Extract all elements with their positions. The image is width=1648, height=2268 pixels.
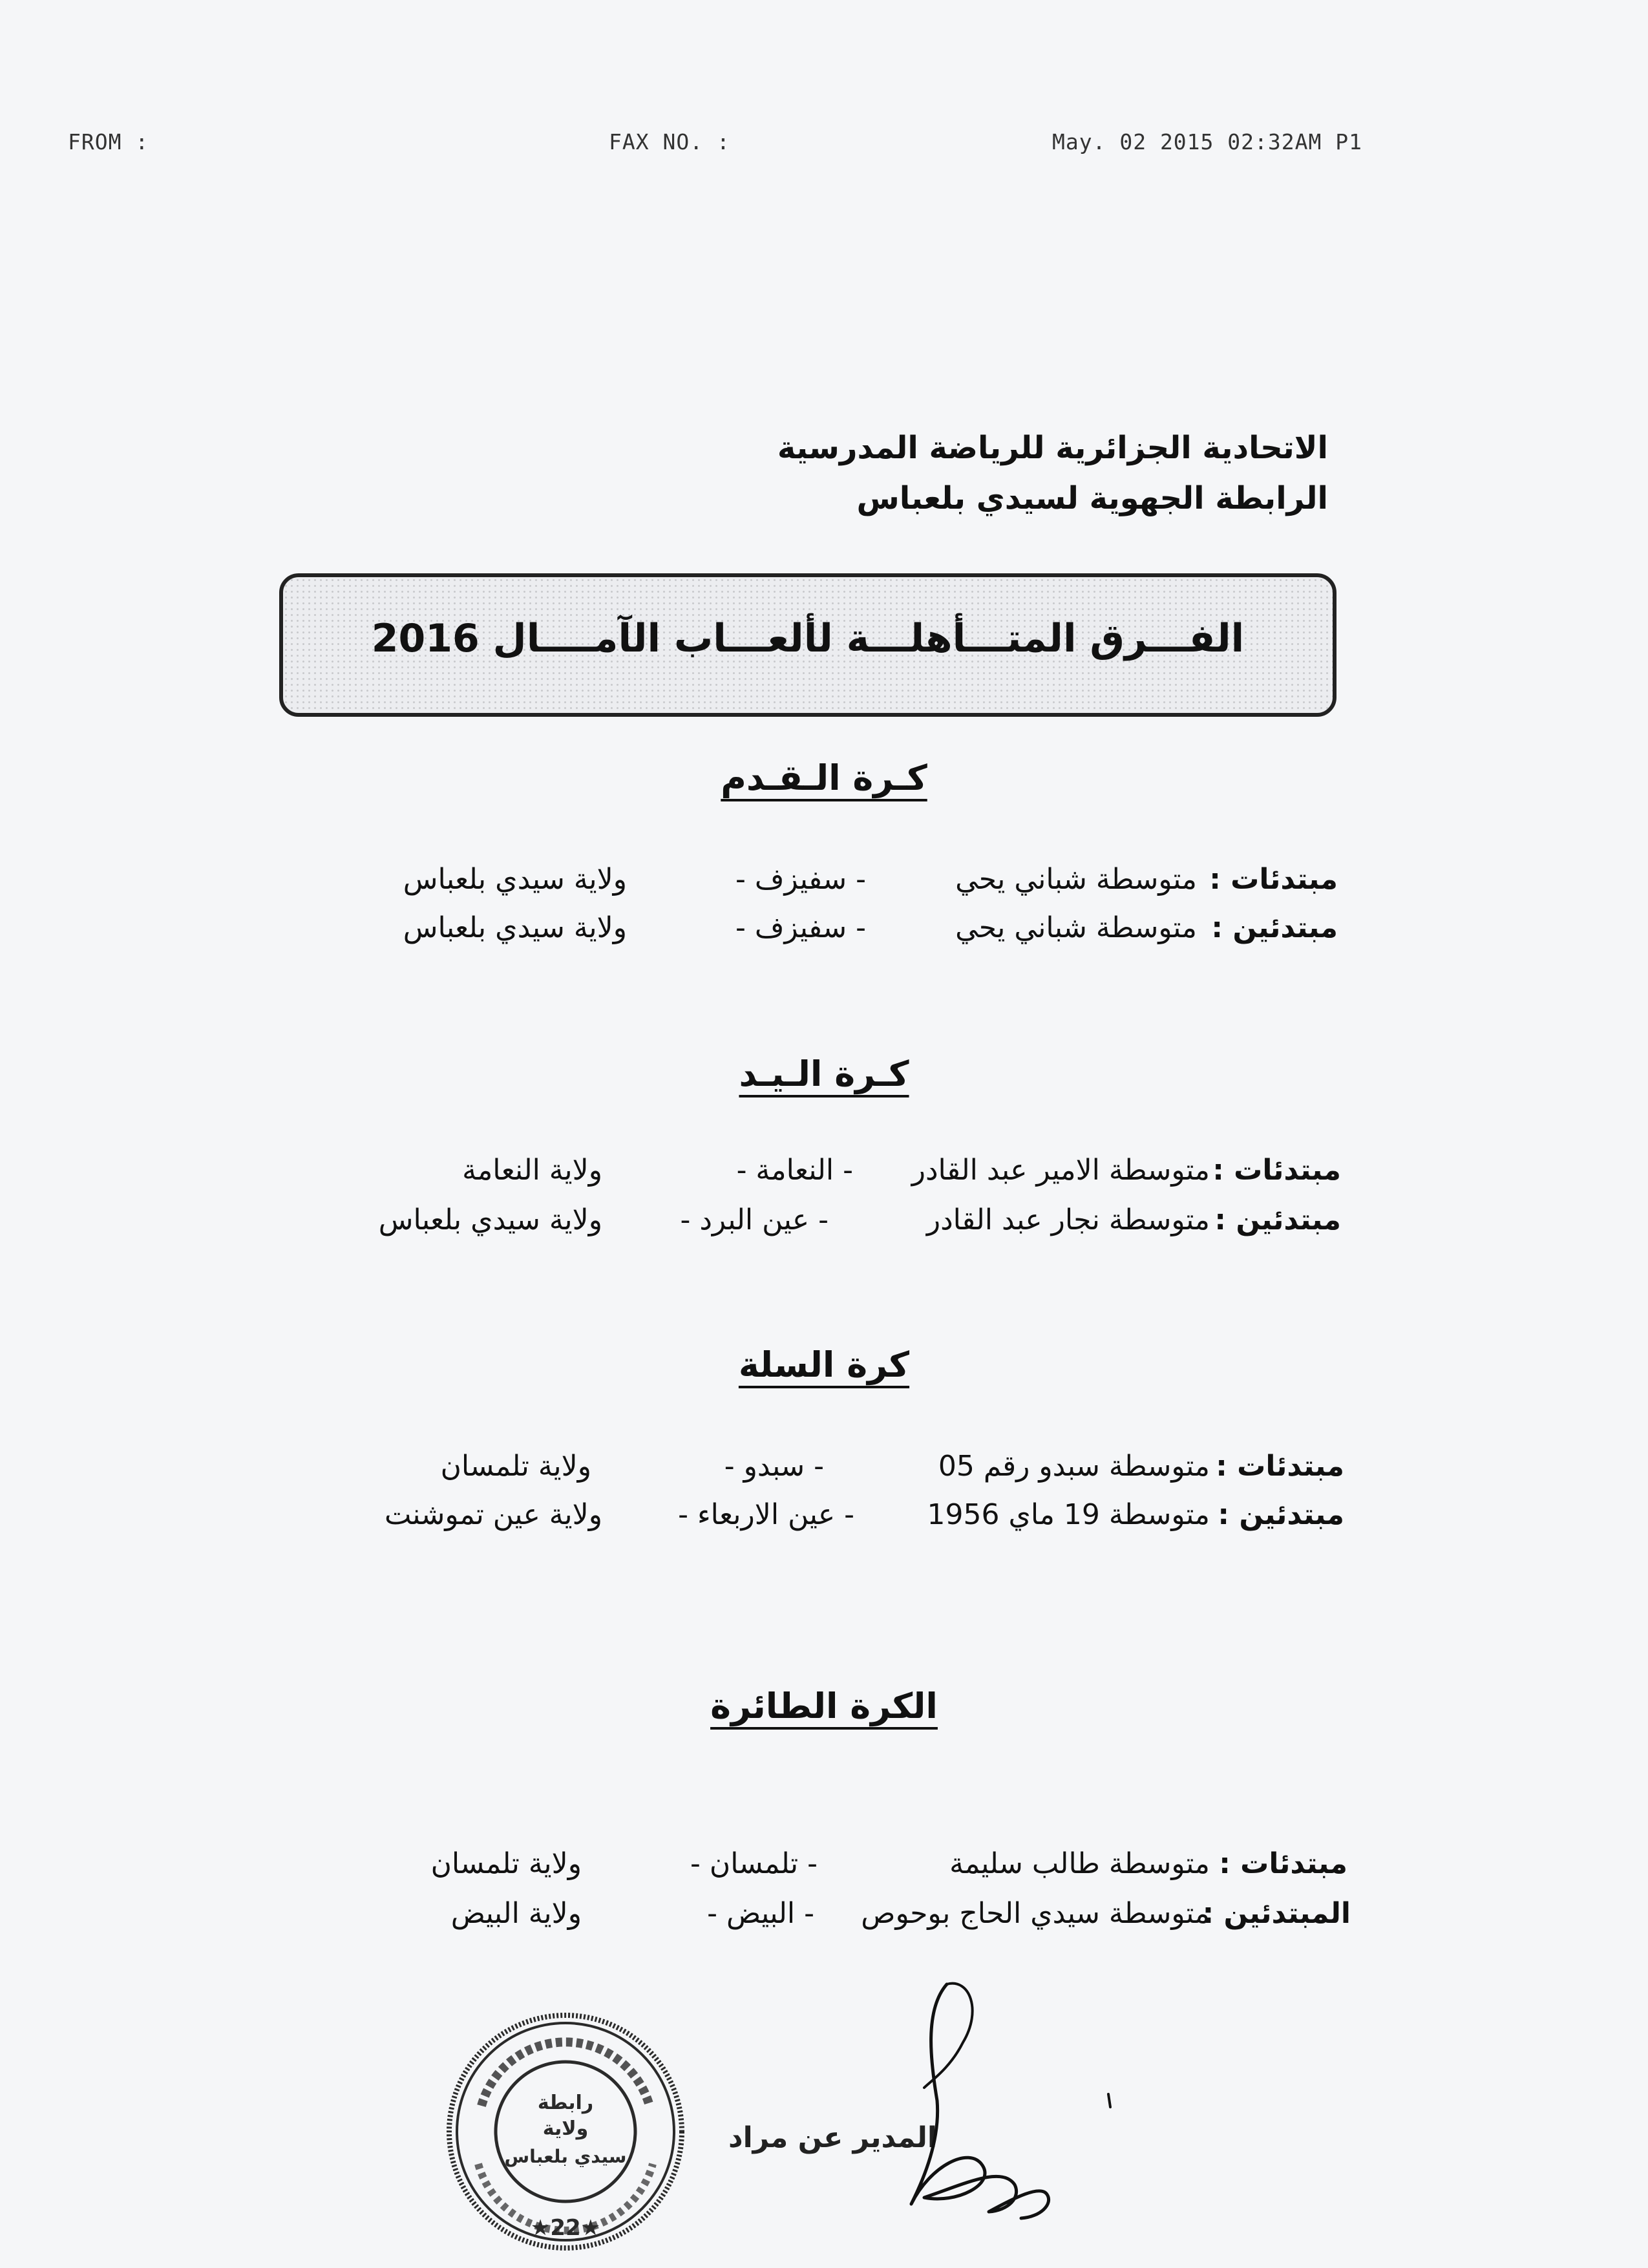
province-name: ولاية تلمسان <box>430 1847 582 1880</box>
town-name: - سفيزف - <box>735 863 866 896</box>
svg-text:★22★: ★22★ <box>530 2215 601 2241</box>
handwritten-signature <box>885 1971 1144 2223</box>
town-name: - البيض - <box>707 1897 814 1930</box>
school-name: متوسطة شباني يحي <box>955 911 1197 944</box>
category-label: مبتدئات : <box>1209 863 1338 896</box>
category-label: مبتدئات : <box>1212 1154 1341 1187</box>
section-title-basketball: كرة السلة <box>738 1344 910 1385</box>
province-name: ولاية تلمسان <box>440 1450 591 1483</box>
svg-text:ولاية: ولاية <box>542 2117 589 2140</box>
province-name: ولاية عين تموشنت <box>385 1498 602 1531</box>
school-name: متوسطة سبدو رقم 05 <box>938 1450 1210 1483</box>
town-name: - عين البرد - <box>680 1203 829 1236</box>
town-name: - النعامة - <box>736 1154 853 1187</box>
town-name: - تلمسان - <box>690 1847 818 1880</box>
school-name: متوسطة الامير عبد القادر <box>911 1154 1210 1187</box>
town-name: - سبدو - <box>724 1450 824 1483</box>
category-label: مبتدئات : <box>1216 1450 1344 1483</box>
fax-number: FAX NO. : <box>609 129 730 154</box>
title-banner <box>279 573 1336 717</box>
signer-name: المدير عن مراد <box>728 2121 937 2154</box>
school-name: متوسطة طالب سليمة <box>949 1847 1210 1880</box>
svg-text:رابطة: رابطة <box>537 2092 594 2114</box>
svg-text:سيدي بلعباس: سيدي بلعباس <box>504 2146 627 2167</box>
province-name: ولاية النعامة <box>462 1154 602 1187</box>
province-name: ولاية سيدي بلعباس <box>378 1203 602 1236</box>
federation-name: الاتحادية الجزائرية للرياضة المدرسية <box>777 430 1328 466</box>
school-name: متوسطة سيدي الحاج بوحوص <box>861 1897 1210 1930</box>
town-name: - سفيزف - <box>735 911 866 944</box>
regional-league-name: الرابطة الجهوية لسيدي بلعباس <box>856 480 1328 516</box>
official-stamp <box>443 2009 688 2254</box>
province-name: ولاية سيدي بلعباس <box>403 863 627 896</box>
province-name: ولاية سيدي بلعباس <box>403 911 627 944</box>
fax-date-page: May. 02 2015 02:32AM P1 <box>1052 129 1362 154</box>
section-title-handball: كـرة الـيـد <box>739 1054 909 1094</box>
banner-title: الفـــرق المتـــأهلـــة لألعـــاب الآمــــال 2016 <box>371 616 1245 661</box>
school-name: متوسطة 19 ماي 1956 <box>927 1498 1210 1531</box>
school-name: متوسطة شباني يحي <box>955 863 1197 896</box>
category-label: مبتدئين : <box>1218 1498 1344 1531</box>
category-label: المبتدئين : <box>1202 1897 1351 1930</box>
section-title-volleyball: الكرة الطائرة <box>710 1686 938 1726</box>
province-name: ولاية البيض <box>450 1897 582 1930</box>
town-name: - عين الاربعاء - <box>678 1498 854 1531</box>
fax-from: FROM : <box>68 129 149 154</box>
category-label: مبتدئين : <box>1211 911 1338 944</box>
section-title-football: كـرة الـقـدم <box>721 758 927 798</box>
category-label: مبتدئات : <box>1219 1847 1347 1880</box>
category-label: مبتدئين : <box>1214 1203 1341 1236</box>
school-name: متوسطة نجار عبد القادر <box>926 1203 1210 1236</box>
